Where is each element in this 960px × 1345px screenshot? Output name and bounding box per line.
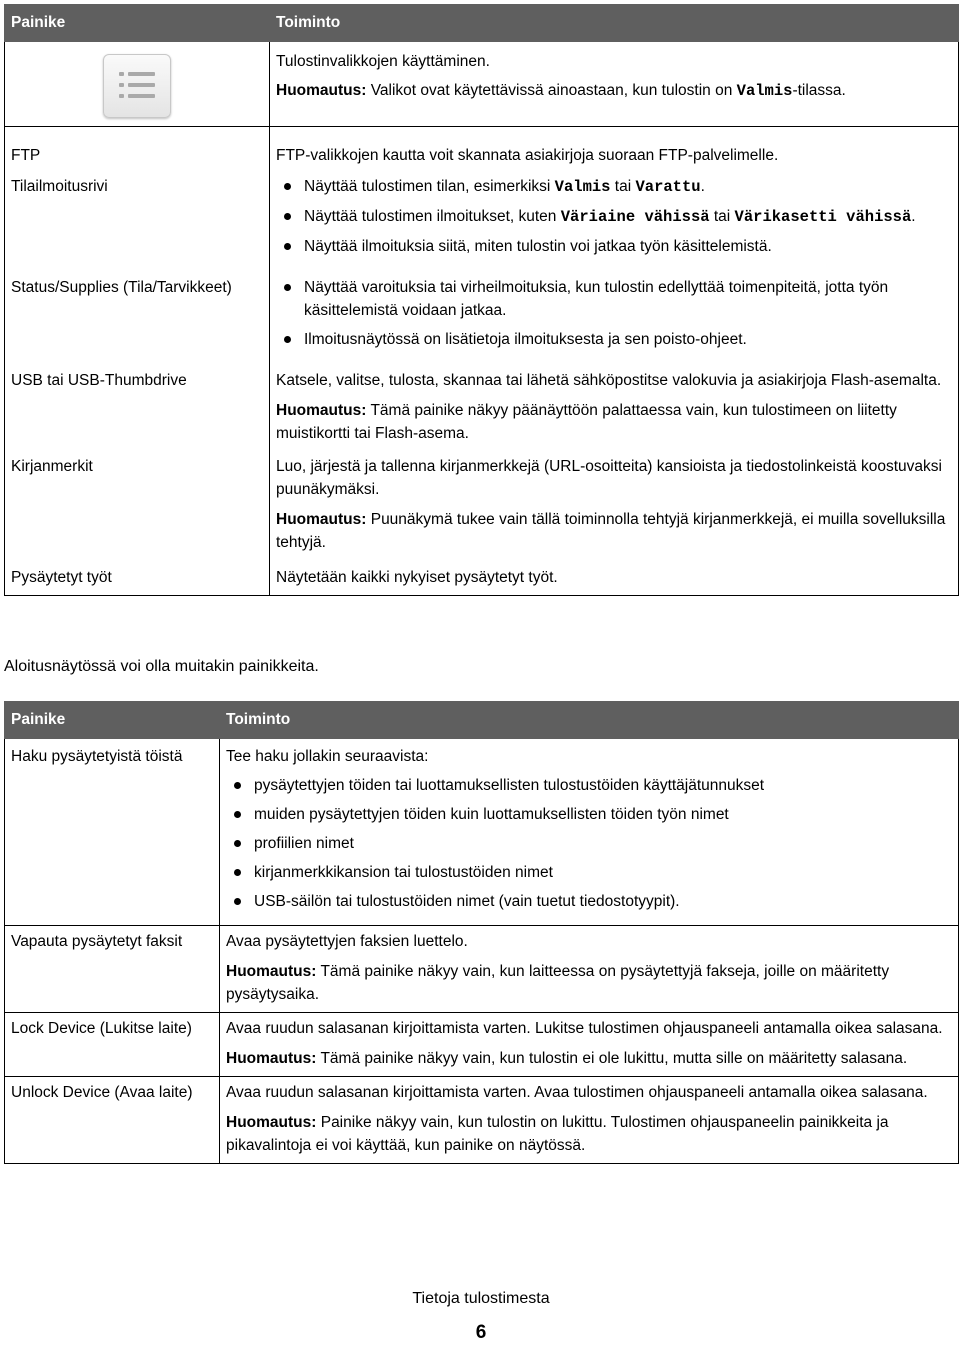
status-supplies-list	[276, 276, 952, 351]
list-item: kirjanmerkkikansion tai tulostustöiden nimet	[226, 861, 952, 884]
menu-description: Tulostinvalikkojen käyttäminen.	[276, 53, 490, 70]
table-row	[5, 173, 959, 270]
list-item: Näyttää tulostimen ilmoitukset, kuten Väriaine vähissä tai Värikasetti vähissä.	[276, 205, 952, 229]
bookmarks-description: Luo, järjestä ja tallenna kirjanmerkkejä (URL-osoitteita) kansioista ja tiedostolinkeistä koostuvaksi puunäkymäksi.	[276, 458, 942, 498]
list-item: profiilien nimet	[226, 832, 952, 855]
header-painike: Painike	[5, 702, 220, 739]
header-painike: Painike	[5, 5, 270, 42]
list-item: pysäytettyjen töiden tai luottamuksellisten tulostustöiden käyttäjätunnukset	[226, 774, 952, 797]
lock-description: Avaa ruudun salasanan kirjoittamista varten. Lukitse tulostimen ohjauspaneeli antamalla oikea salasana.	[226, 1020, 943, 1037]
buttons-table-2	[4, 701, 959, 1164]
table-row	[5, 1013, 959, 1077]
list-item: Näyttää varoituksia tai virheilmoituksia, kun tulostin edellyttää toimenpiteitä, jotta työn käsittelemistä voidaan jatkaa.	[276, 276, 952, 322]
button-name-release-faxes: Vapauta pysäytetyt faksit	[5, 926, 220, 1013]
button-name-lock-device: Lock Device (Lukitse laite)	[5, 1013, 220, 1077]
footer-section-title: Tietoja tulostimesta	[412, 1290, 550, 1307]
buttons-table-1	[4, 4, 959, 596]
table-row	[5, 42, 959, 127]
button-name-usb: USB tai USB-Thumbdrive	[5, 363, 270, 451]
menu-note: Huomautus: Valikot ovat käytettävissä ainoastaan, kun tulostin on Valmis-tilassa.	[276, 82, 846, 100]
button-name-ftp: FTP	[5, 127, 270, 174]
usb-description: Katsele, valitse, tulosta, skannaa tai lähetä sähköpostitse valokuvia ja asiakirjoja Flash-asemalta.	[276, 372, 942, 389]
table-row	[5, 739, 959, 926]
button-name-status-message-bar: Tilailmoitusrivi	[5, 173, 270, 270]
menu-list-icon	[103, 54, 171, 118]
list-item: USB-säilön tai tulostustöiden nimet (vain tuetut tiedostotyypit).	[226, 890, 952, 913]
release-faxes-description: Avaa pysäytettyjen faksien luettelo.	[226, 933, 468, 950]
header-toiminto: Toiminto	[220, 702, 959, 739]
list-item: Ilmoitusnäytössä on lisätietoja ilmoituksesta ja sen poisto-ohjeet.	[276, 328, 952, 351]
bookmarks-note: Huomautus: Puunäkymä tukee vain tällä toiminnolla tehtyjä kirjanmerkkejä, ei muilla sovelluksilla tehtyjä.	[276, 511, 946, 551]
table-row	[5, 270, 959, 363]
unlock-note: Huomautus: Painike näkyy vain, kun tulostin on lukittu. Tulostimen ohjauspaneelin painikkeita ja pikavalintoja ei voi käyttää, kun painike on näytössä.	[226, 1114, 889, 1154]
table-row	[5, 363, 959, 451]
page-number: 6	[475, 1322, 487, 1343]
button-name-status-supplies: Status/Supplies (Tila/Tarvikkeet)	[5, 270, 270, 363]
lock-note: Huomautus: Tämä painike näkyy vain, kun tulostin ei ole lukittu, mutta sille on määritetty salasana.	[226, 1050, 908, 1067]
table-row	[5, 926, 959, 1013]
usb-note: Huomautus: Tämä painike näkyy päänäyttöön palattaessa vain, kun tulostimeen on liitetty muistikortti tai Flash-asema.	[276, 402, 897, 442]
held-jobs-description: Näytetään kaikki nykyiset pysäytetyt työt.	[270, 560, 959, 596]
list-item: Näyttää tulostimen tilan, esimerkiksi Valmis tai Varattu.	[276, 175, 952, 199]
unlock-description: Avaa ruudun salasanan kirjoittamista varten. Avaa tulostimen ohjauspaneeli antamalla oikea salasana.	[226, 1084, 928, 1101]
button-name-search-held-jobs: Haku pysäytetyistä töistä	[5, 739, 220, 926]
release-faxes-note: Huomautus: Tämä painike näkyy vain, kun laitteessa on pysäytettyjä fakseja, joille on määritetty pysäytysaika.	[226, 963, 890, 1003]
intro-text: Aloitusnäytössä voi olla muitakin painikkeita.	[4, 658, 319, 675]
search-list	[226, 774, 952, 913]
button-name-bookmarks: Kirjanmerkit	[5, 451, 270, 560]
button-name-held-jobs: Pysäytetyt työt	[5, 560, 270, 596]
status-message-list	[276, 175, 952, 258]
table-row	[5, 560, 959, 596]
button-name-unlock-device: Unlock Device (Avaa laite)	[5, 1077, 220, 1164]
ftp-description: FTP-valikkojen kautta voit skannata asiakirjoja suoraan FTP-palvelimelle.	[270, 127, 959, 174]
table-row	[5, 127, 959, 174]
list-item: Näyttää ilmoituksia siitä, miten tulostin voi jatkaa työn käsittelemistä.	[276, 235, 952, 258]
table-row	[5, 451, 959, 560]
list-item: muiden pysäytettyjen töiden kuin luottamuksellisten töiden työn nimet	[226, 803, 952, 826]
search-intro: Tee haku jollakin seuraavista:	[226, 748, 429, 765]
header-toiminto: Toiminto	[270, 5, 959, 42]
table-row	[5, 1077, 959, 1164]
